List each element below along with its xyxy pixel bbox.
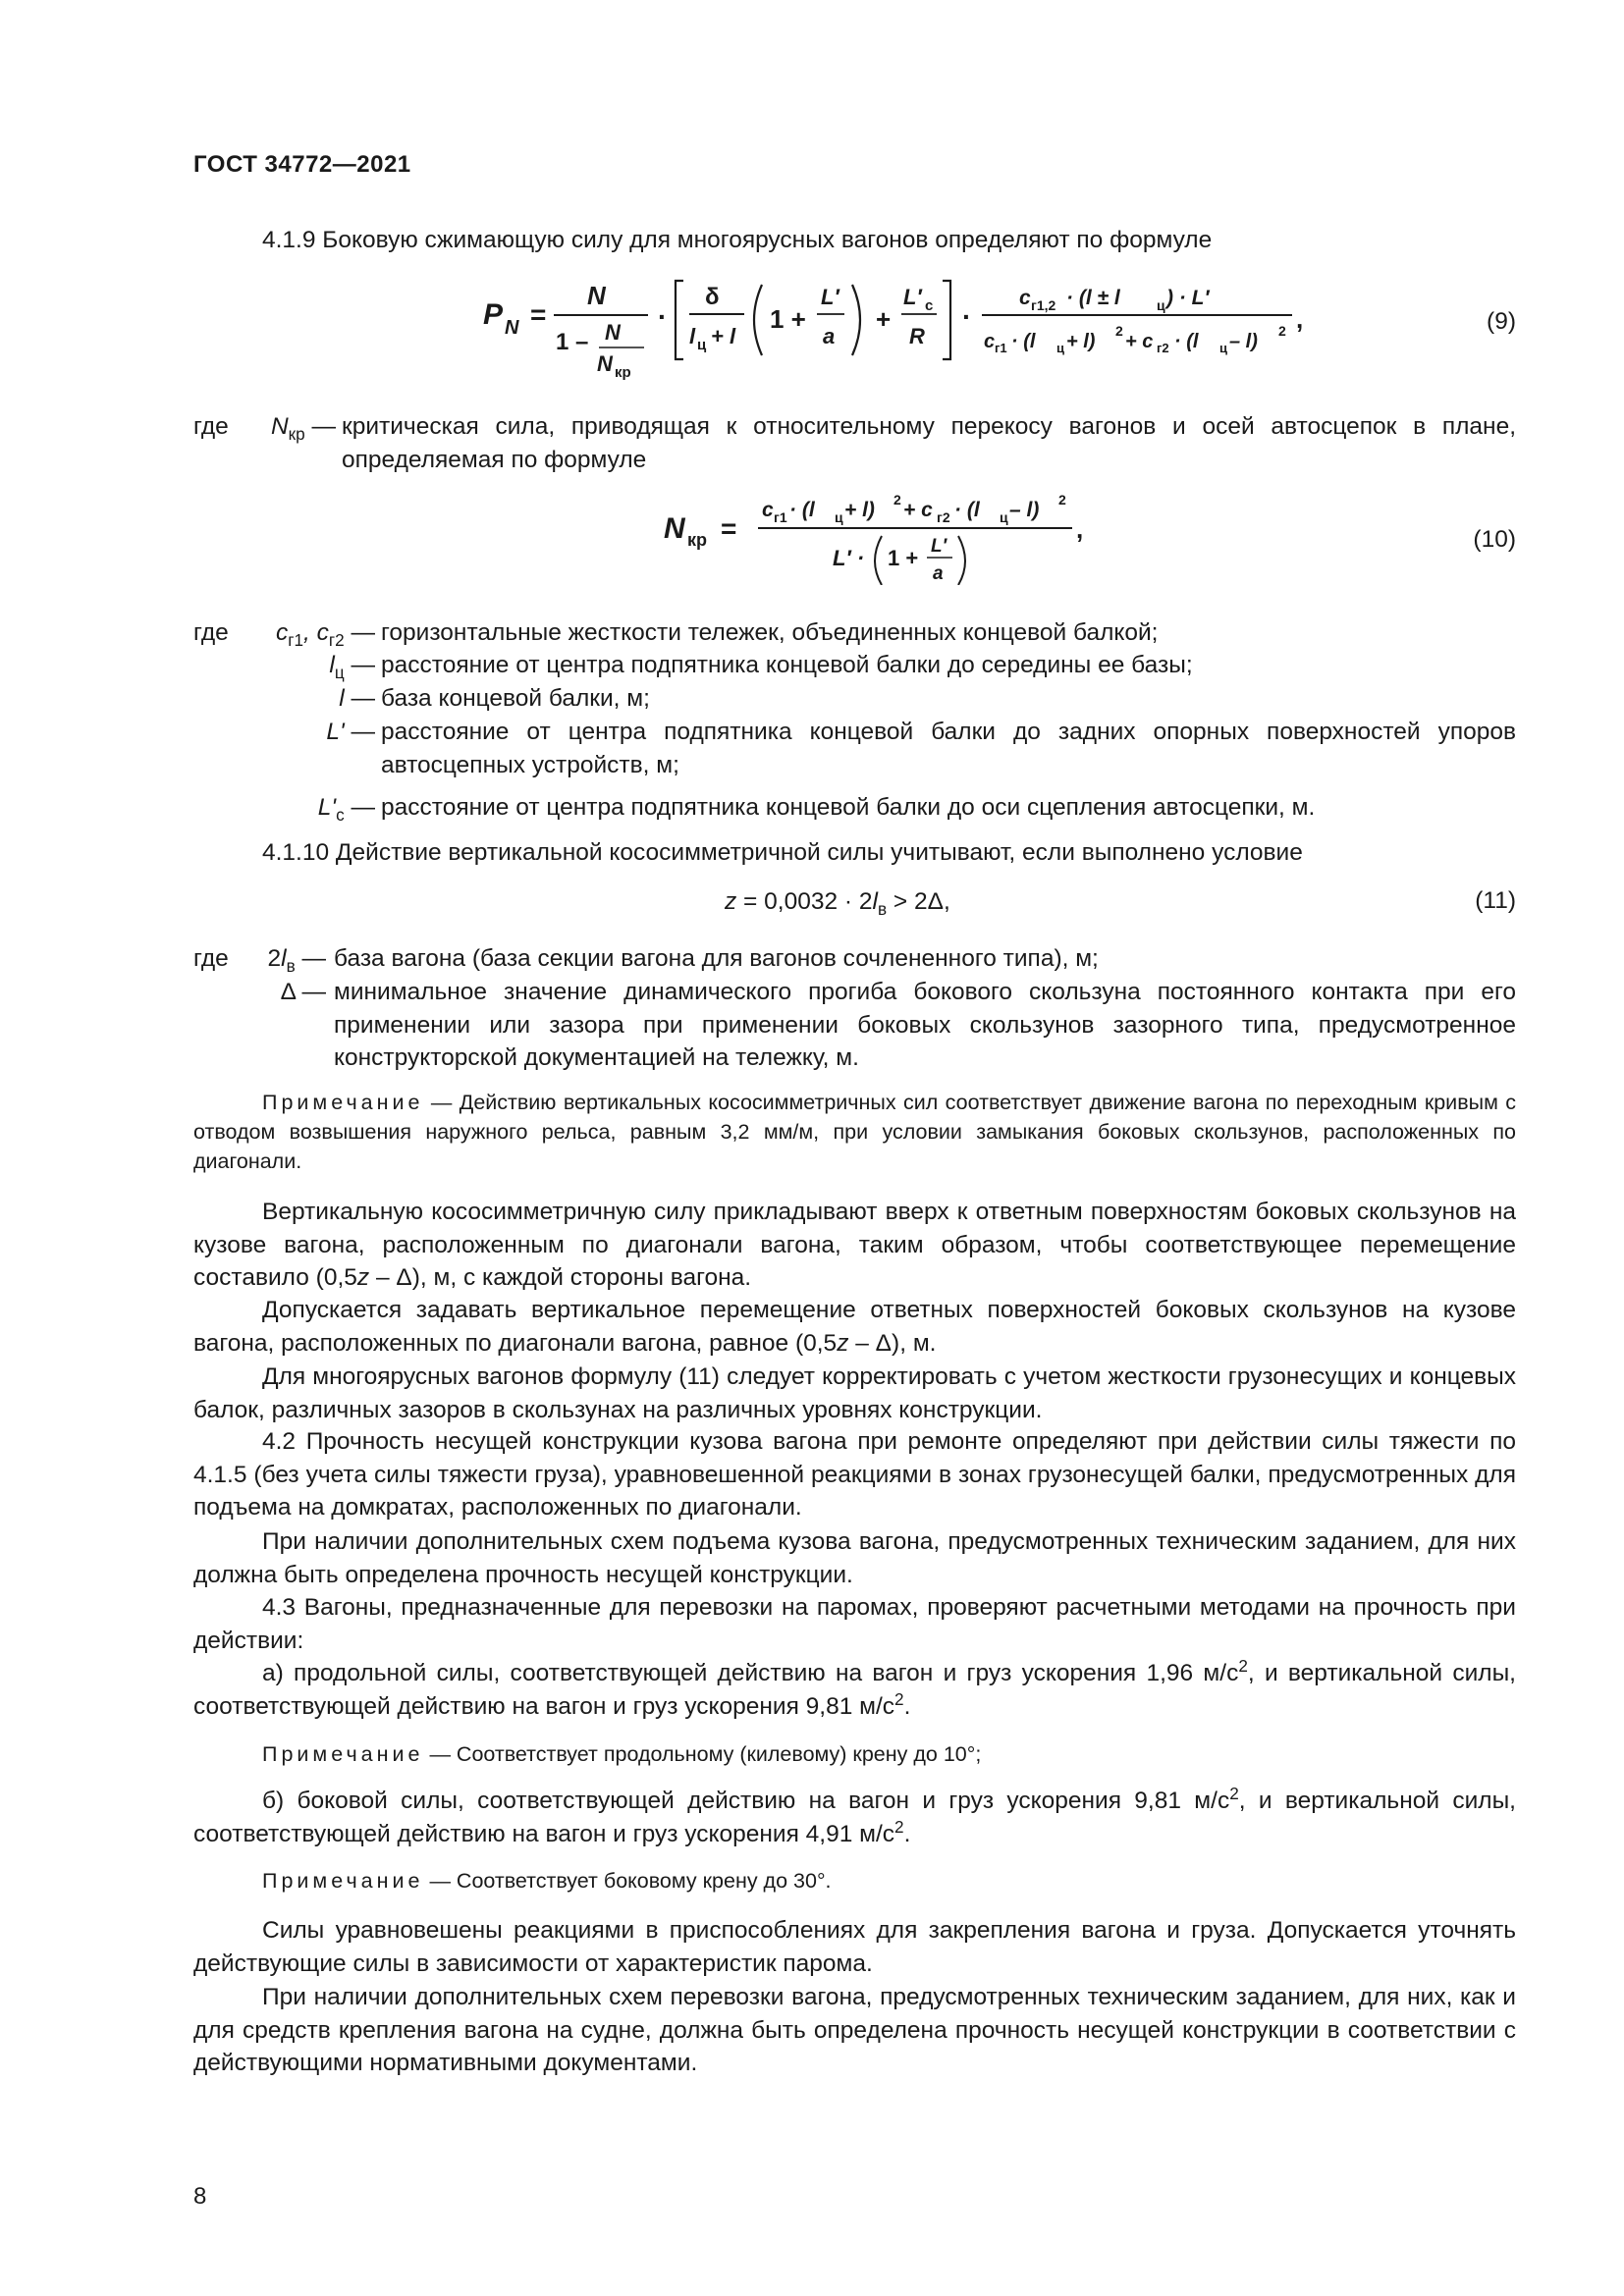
svg-text:N: N xyxy=(587,281,606,310)
svg-text:ц: ц xyxy=(1000,509,1008,525)
svg-text:N: N xyxy=(505,317,519,339)
svg-text:=: = xyxy=(721,513,737,544)
where-label-lv: где $2l_в$ — xyxy=(193,945,326,976)
paragraph-additional-transport: При наличии дополнительных схем перевозки вагона, предусмотренных техническим заданием, для них, как и для средств крепления вагона на судне, должна быть определена прочность несущей конструкции в соответствии с действующими нормативными документами. xyxy=(193,1984,1516,2076)
svg-text:L′ ·: L′ · xyxy=(833,546,865,570)
where-text-Lc: расстояние от центра подпятника концевой балки до оси сцепления автосцепки, м. xyxy=(381,794,1316,821)
svg-text:·: · xyxy=(962,301,972,332)
svg-text:г2: г2 xyxy=(937,509,950,525)
svg-text:1 +: 1 + xyxy=(770,304,806,334)
svg-text:N: N xyxy=(664,512,685,545)
note-1: Примечание — Действию вертикальных кососимметричных сил соответствует движение вагона по переходным кривым с отводом возвышения наружного рельса, равным 3,2 мм/м, при условии замыкания боковых скользунов, расположенных по диагонали. xyxy=(193,1091,1516,1173)
svg-text:ц: ц xyxy=(835,509,843,525)
svg-text:+ l): + l) xyxy=(844,499,875,521)
formula-9 xyxy=(481,263,1463,381)
svg-text:l: l xyxy=(689,324,696,348)
svg-text:,: , xyxy=(1296,304,1304,334)
svg-text:c: c xyxy=(762,499,774,521)
svg-text:+ c: + c xyxy=(1125,331,1154,352)
where-text-l: база концевой балки, м; xyxy=(381,685,650,712)
where-text-ncr: критическая сила, приводящая к относительному перекосу вагонов и осей автосцепок в плане, определяемая по формуле xyxy=(342,413,1516,473)
svg-text:· (l: · (l xyxy=(1011,331,1036,352)
svg-text:· (l: · (l xyxy=(954,499,980,521)
note-2: Примечание — Соответствует продольному (килевому) крену до 10°; xyxy=(262,1742,982,1766)
svg-text:a: a xyxy=(823,324,836,348)
item-b-lateral: б) боковой силы, соответствующей действию на вагон и груз ускорения 9,81 $м/с^2$, и вертикальной силы, соответствующей действию на вагон и груз ускорения 4,91 $м/с^2$. xyxy=(193,1783,1516,1847)
where-text-lc: расстояние от центра подпятника концевой балки до середины ее базы; xyxy=(381,652,1193,678)
svg-text:a: a xyxy=(933,563,944,584)
svg-text:ц: ц xyxy=(1157,297,1165,313)
svg-text:L′: L′ xyxy=(931,536,947,557)
svg-text:+ c: + c xyxy=(903,499,933,521)
svg-text:– l): – l) xyxy=(1229,331,1258,352)
svg-text:,: , xyxy=(1076,514,1084,544)
where-label-cg: где $c_{г1}$, $c_{г2}$ — xyxy=(193,619,375,650)
svg-text:c: c xyxy=(984,331,996,352)
clause-4-2: 4.2 Прочность несущей конструкции кузова вагона при ремонте определяют при действии силы тяжести по 4.1.5 (без учета силы тяжести груза), уравновешенной реакциями в зонах грузонесущей балки, предусмотренных для подъема на домкратах, расположенных по диагонали. xyxy=(193,1428,1516,1521)
svg-text:) · L′: ) · L′ xyxy=(1166,287,1210,309)
equation-number-10: (10) xyxy=(1473,526,1516,553)
svg-text:+: + xyxy=(876,304,892,334)
svg-text:P: P xyxy=(483,298,504,331)
note-3: Примечание — Соответствует боковому крену до 30°. xyxy=(262,1869,832,1893)
where-label-ncr: где $N_{кр}$ — xyxy=(193,413,336,444)
svg-text:ц: ц xyxy=(697,337,707,353)
svg-text:c: c xyxy=(1019,287,1031,309)
svg-text:2: 2 xyxy=(893,492,901,507)
svg-text:2: 2 xyxy=(1058,492,1066,507)
equation-number-9: (9) xyxy=(1487,308,1516,335)
svg-text:– l): – l) xyxy=(1009,499,1040,521)
page-number: 8 xyxy=(193,2183,207,2210)
paragraph-forces-balanced: Силы уравновешены реакциями в приспособлениях для закрепления вагона и груза. Допускается уточнять действующие силы в зависимости от характеристик парома. xyxy=(193,1917,1516,1977)
svg-text:L′: L′ xyxy=(903,285,922,309)
paragraph-vertical-displacement: Допускается задавать вертикальное перемещение ответных поверхностей боковых скользунов на кузове вагона, расположенных по диагонали вагона, равное (0,5z – Δ), м. xyxy=(193,1297,1516,1357)
svg-text:=: = xyxy=(530,299,547,330)
paragraph-additional-lifting: При наличии дополнительных схем подъема кузова вагона, предусмотренных техническим заданием, для них должна быть определена прочность несущей конструкции. xyxy=(193,1528,1516,1588)
svg-text:L′: L′ xyxy=(821,285,839,309)
svg-text:·: · xyxy=(658,301,668,332)
clause-4-3: 4.3 Вагоны, предназначенные для перевозки на паромах, проверяют расчетными методами на прочность при действии: xyxy=(193,1594,1516,1654)
where-text-lv: база вагона (база секции вагона для вагонов сочлененного типа), м; xyxy=(334,945,1099,972)
where-text-delta: минимальное значение динамического прогиба бокового скользуна постоянного контакта при его применении или зазора при применении боковых скользунов зазорного типа, предусмотренное конструкторской документацией на тележку, м. xyxy=(334,979,1516,1071)
svg-text:г1,2: г1,2 xyxy=(1031,297,1056,313)
item-a-longitudinal: а) продольной силы, соответствующей действию на вагон и груз ускорения 1,96 $м/с^2$, и вертикальной силы, соответствующей действию на вагон и груз ускорения 9,81 $м/с^2$. xyxy=(193,1655,1516,1720)
svg-text:кр: кр xyxy=(687,530,708,550)
where-text-cg: горизонтальные жесткости тележек, объединенных концевой балкой; xyxy=(381,619,1159,646)
svg-text:· (l: · (l xyxy=(1174,331,1199,352)
svg-text:N: N xyxy=(597,351,613,376)
clause-4-1-9-intro: 4.1.9 Боковую сжимающую силу для многоярусных вагонов определяют по формуле xyxy=(262,227,1213,253)
svg-text:· (l ± l: · (l ± l xyxy=(1066,287,1120,309)
paragraph-multilevel: Для многоярусных вагонов формулу (11) следует корректировать с учетом жесткости грузонесущих и концевых балок, различных зазоров в скользунах на различных уровнях конструкции. xyxy=(193,1363,1516,1423)
svg-text:· (l: · (l xyxy=(789,499,815,521)
svg-text:ц: ц xyxy=(1056,341,1064,355)
document-page: ГОСТ 34772—2021 4.1.9 Боковую сжимающую силу для многоярусных вагонов определяют по формуле P N = N 1 – N N кр · δ l ц + l 1 + L′ a + L′ с R · c г1,2 · (l ± l ц ) · L′ c г1 · (l ц + l) 2 + c г2 · (l ц – l) 2 , (9) где $N_{кр}$ — критическая сила, приводящая к относительному перекосу вагонов и осей автосцепок в плане, определяемая по формуле N кр = c г1 · (l ц + l) 2 + c г2 · (l ц – l) 2 L′ · 1 + L′ a , (10) где $c_{г1}$, $c_{г2}$ — горизонтальные жесткости тележек, объединенных концевой балкой; $l_ц$ — расстояние от центра подпятника концевой балки до середины ее базы; l — база концевой балки, м; L' — расстояние от центра подпятника концевой балки до задних опорных поверхностей упоров автосцепных устройств, м; $L'_с$ — расстояние от центра подпятника концевой балки до оси сцепления автосцепки, м. 4.1.10 Действие вертикальной кососимметричной силы учитывают, если выполнено условие $z = 0,0032 \cdot 2l_в > 2\Delta$, (11) где $2l_в$ — база вагона (база секции вагона для вагонов сочлененного типа), м; Δ — минимальное значение динамического прогиба бокового скользуна постоянного контакта при его применении или зазора при применении боковых скользунов зазорного типа, предусмотренное конструкторской документацией на тележку, м. Примечание — Действию вертикальных кососимметричных сил соответствует движение вагона по переходным кривым с отводом возвышения наружного рельса, равным 3,2 мм/м, при условии замыкания боковых скользунов, расположенных по диагонали. Вертикальную кососимметричную силу прикладывают вверх к ответным поверхностям боковых скользунов на кузове вагона, расположенным по диагонали вагона, таким образом, чтобы соответствующее перемещение составило (0,5z – Δ), м, с каждой стороны вагона. Допускается задавать вертикальное перемещение ответных поверхностей боковых скользунов на кузове вагона, расположенных по диагонали вагона, равное (0,5z – Δ), м. Для многоярусных вагонов формулу (11) следует корректировать с учетом жесткости грузонесущих и концевых балок, различных зазоров в скользунах на различных уровнях конструкции. 4.2 Прочность несущей конструкции кузова вагона при ремонте определяют при действии силы тяжести по 4.1.5 (без учета силы тяжести груза), уравновешенной реакциями в зонах грузонесущей балки, предусмотренных для подъема на домкратах, расположенных по диагонали. При наличии дополнительных схем подъема кузова вагона, предусмотренных техническим заданием, для них должна быть определена прочность несущей конструкции. 4.3 Вагоны, предназначенные для перевозки на паромах, проверяют расчетными методами на прочность при действии: а) продольной силы, соответствующей действию на вагон и груз ускорения 1,96 $м/с^2$, и вертикальной силы, соответствующей действию на вагон и груз ускорения 9,81 $м/с^2$. Примечание — Соответствует продольному (килевому) крену до 10°; б) боковой силы, соответствующей действию на вагон и груз ускорения 9,81 $м/с^2$, и вертикальной силы, соответствующей действию на вагон и груз ускорения 4,91 $м/с^2$. Примечание — Соответствует боковому крену до 30°. Силы уравновешены реакциями в приспособлениях для закрепления вагона и груза. Допускается уточнять действующие силы в зависимости от характеристик парома. При наличии дополнительных схем перевозки вагона, предусмотренных техническим заданием, для них, как и для средств крепления вагона на судне, должна быть определена прочность несущей конструкции в соответствии с действующими нормативными документами. 8 xyxy=(193,151,1516,2210)
svg-text:R: R xyxy=(909,324,925,348)
svg-text:г1: г1 xyxy=(774,509,787,525)
svg-text:+ l): + l) xyxy=(1066,331,1096,352)
svg-text:1 –: 1 – xyxy=(556,329,589,355)
svg-text:г1: г1 xyxy=(995,341,1007,355)
svg-text:1 +: 1 + xyxy=(888,546,919,570)
svg-text:кр: кр xyxy=(615,364,631,381)
formula-10 xyxy=(660,487,1249,585)
svg-text:+ l: + l xyxy=(711,324,736,348)
svg-text:ц: ц xyxy=(1219,341,1227,355)
svg-text:δ: δ xyxy=(705,284,720,310)
svg-text:2: 2 xyxy=(1278,323,1286,339)
doc-header: ГОСТ 34772—2021 xyxy=(193,151,411,178)
svg-text:г2: г2 xyxy=(1157,341,1169,355)
svg-text:с: с xyxy=(925,297,934,314)
where-text-Lp: расстояние от центра подпятника концевой балки до задних опорных поверхностей упоров автосцепных устройств, м; xyxy=(381,719,1516,778)
formula-11: $z = 0,0032 \cdot 2l_в > 2\Delta$, xyxy=(725,888,950,919)
paragraph-vertical-force: Вертикальную кососимметричную силу прикладывают вверх к ответным поверхностям боковых скользунов на кузове вагона, расположенным по диагонали вагона, таким образом, чтобы соответствующее перемещение составило (0,5z – Δ), м, с каждой стороны вагона. xyxy=(193,1199,1516,1291)
svg-text:2: 2 xyxy=(1115,323,1123,339)
clause-4-1-10: 4.1.10 Действие вертикальной кососимметричной силы учитывают, если выполнено условие xyxy=(262,839,1303,866)
equation-number-11: (11) xyxy=(1475,887,1516,914)
svg-text:N: N xyxy=(605,320,621,345)
